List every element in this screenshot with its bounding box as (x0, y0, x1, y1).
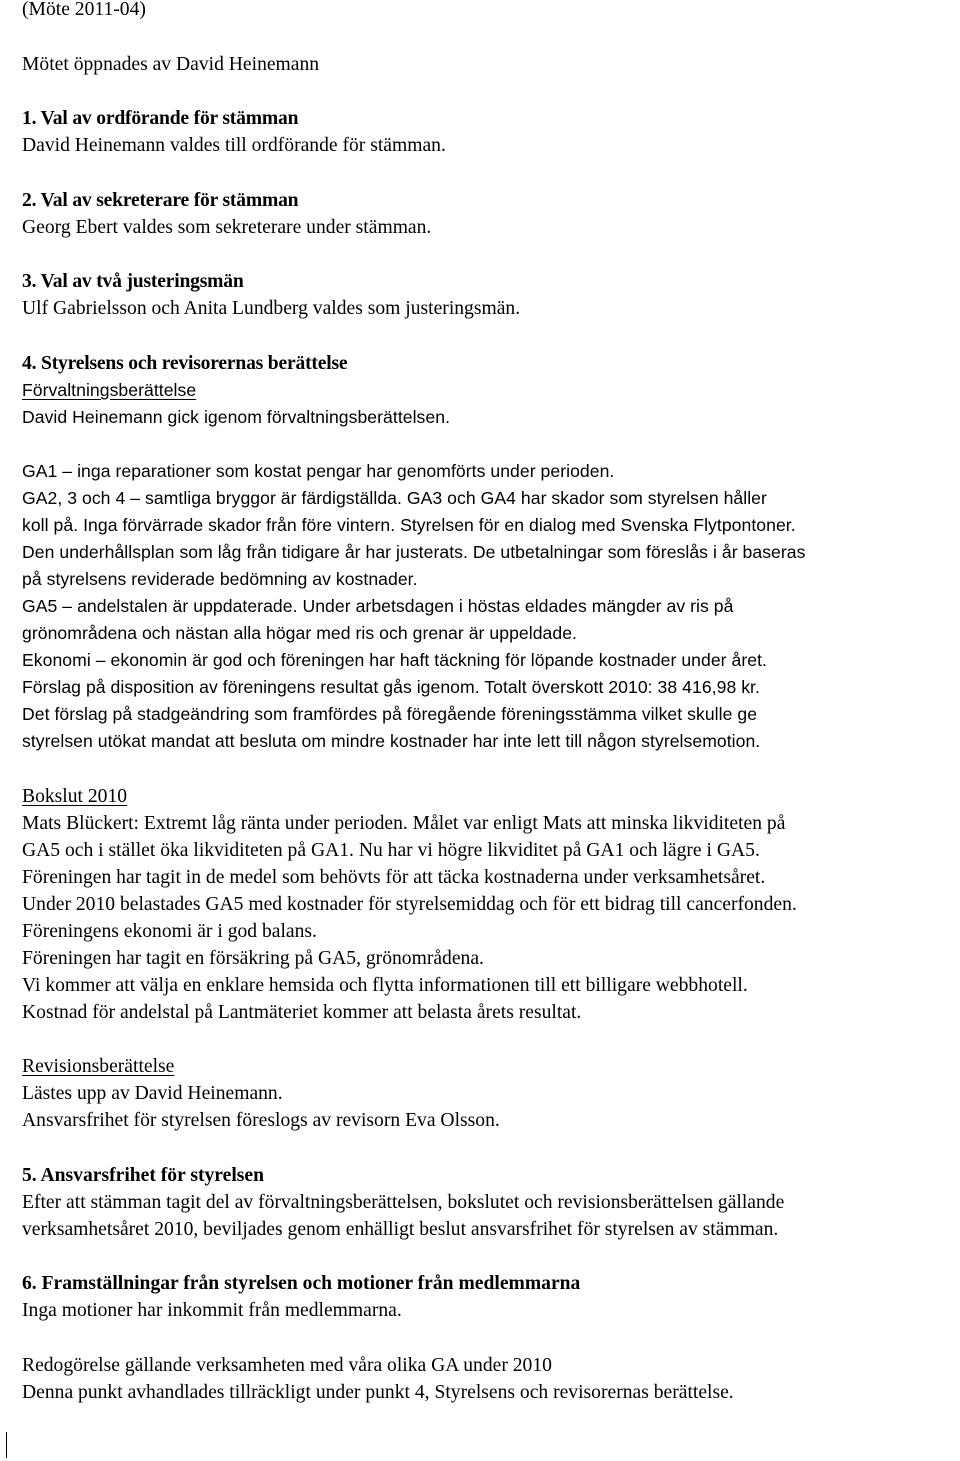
bokslut-line: Vi kommer att välja en enklare hemsida och flytta informationen till ett billigare webbhotell. (22, 975, 748, 996)
opening-line: Mötet öppnades av David Heinemann (22, 54, 320, 75)
item1-title: 1. Val av ordförande för stämman (22, 108, 299, 129)
bokslut-line: Kostnad för andelstal på Lantmäteriet kommer att belasta årets resultat. (22, 1002, 582, 1023)
report-text: Denna punkt avhandlades tillräckligt under punkt 4, Styrelsens och revisorernas berättelse. (22, 1382, 734, 1403)
item4-line: Ekonomi – ekonomin är god och föreningen har haft täckning för löpande kostnader under året. (22, 650, 767, 670)
bokslut-heading: Bokslut 2010 (22, 786, 128, 807)
item6-text: Inga motioner har inkommit från medlemmarna. (22, 1300, 402, 1321)
bokslut-line: Mats Blückert: Extremt låg ränta under perioden. Målet var enligt Mats att minska likviditeten på (22, 813, 786, 834)
bokslut-line: GA5 och i stället öka likviditeten på GA1. Nu har vi högre likviditet på GA1 och lägre i GA5. (22, 840, 760, 861)
bokslut-line: Föreningen har tagit en försäkring på GA5, grönområdena. (22, 948, 484, 969)
item4-title (22, 350, 347, 377)
bokslut-line: Under 2010 belastades GA5 med kostnader för styrelsemiddag och för ett bidrag till cancerfonden. (22, 894, 797, 915)
item1-text: David Heinemann valdes till ordförande för stämman. (22, 135, 446, 156)
item6-title: 6. Framställningar från styrelsen och motioner från medlemmarna (22, 1273, 581, 1294)
item4-line: styrelsen utökat mandat att besluta om mindre kostnader har inte lett till någon styrelsemotion. (22, 731, 761, 751)
item3-text: Ulf Gabrielsson och Anita Lundberg valdes som justeringsmän. (22, 298, 521, 319)
item4-title-number: 4. (22, 353, 37, 374)
document-header: (Möte 2011-04) (22, 0, 146, 20)
forvaltning-heading: Förvaltningsberättelse (22, 380, 197, 400)
item4-line: koll på. Inga förvärrade skador från före vintern. Styrelsen för en dialog med Svenska Flytpontoner. (22, 515, 796, 535)
item4-line: GA2, 3 och 4 – samtliga bryggor är färdigställda. GA3 och GA4 har skador som styrelsen håller (22, 488, 767, 508)
forvaltning-intro: David Heinemann gick igenom förvaltningsberättelsen. (22, 407, 451, 427)
item5-title: 5. Ansvarsfrihet för styrelsen (22, 1165, 264, 1186)
item4-line: GA5 – andelstalen är uppdaterade. Under arbetsdagen i höstas eldades mängder av ris på (22, 596, 734, 616)
item4-line: på styrelsens reviderade bedömning av kostnader. (22, 569, 418, 589)
item4-line: Förslag på disposition av föreningens resultat gås igenom. Totalt överskott 2010: 38 416,98 kr. (22, 677, 760, 697)
revision-line: Ansvarsfrihet för styrelsen föreslogs av revisorn Eva Olsson. (22, 1110, 500, 1131)
report-heading: Redogörelse gällande verksamheten med våra olika GA under 2010 (22, 1355, 552, 1376)
bokslut-line: Föreningens ekonomi är i god balans. (22, 921, 317, 942)
item4-line: grönområdena och nästan alla högar med ris och grenar är uppeldade. (22, 623, 577, 643)
revision-line: Lästes upp av David Heinemann. (22, 1083, 283, 1104)
item2-title: 2. Val av sekreterare för stämman (22, 190, 299, 211)
item5-line: verksamhetsåret 2010, beviljades genom enhälligt beslut ansvarsfrihet för styrelsen av stämman. (22, 1219, 779, 1240)
bokslut-line: Föreningen har tagit in de medel som behövts för att täcka kostnaderna under verksamhetsåret. (22, 867, 766, 888)
margin-change-bar (6, 1432, 7, 1458)
item5-line: Efter att stämman tagit del av förvaltningsberättelsen, bokslutet och revisionsberättelsen gällande (22, 1192, 785, 1213)
item4-line: Det förslag på stadgeändring som framfördes på föregående föreningsstämma vilket skulle ge (22, 704, 758, 724)
item4-title-text: Styrelsens och revisorernas berättelse (36, 353, 348, 374)
item4-line: GA1 – inga reparationer som kostat pengar har genomförts under perioden. (22, 461, 615, 481)
revision-heading: Revisionsberättelse (22, 1056, 175, 1077)
item3-title: 3. Val av två justeringsmän (22, 271, 244, 292)
item2-text: Georg Ebert valdes som sekreterare under stämman. (22, 217, 432, 238)
item4-line: Den underhållsplan som låg från tidigare år har justerats. De utbetalningar som föreslås i år baseras (22, 542, 806, 562)
